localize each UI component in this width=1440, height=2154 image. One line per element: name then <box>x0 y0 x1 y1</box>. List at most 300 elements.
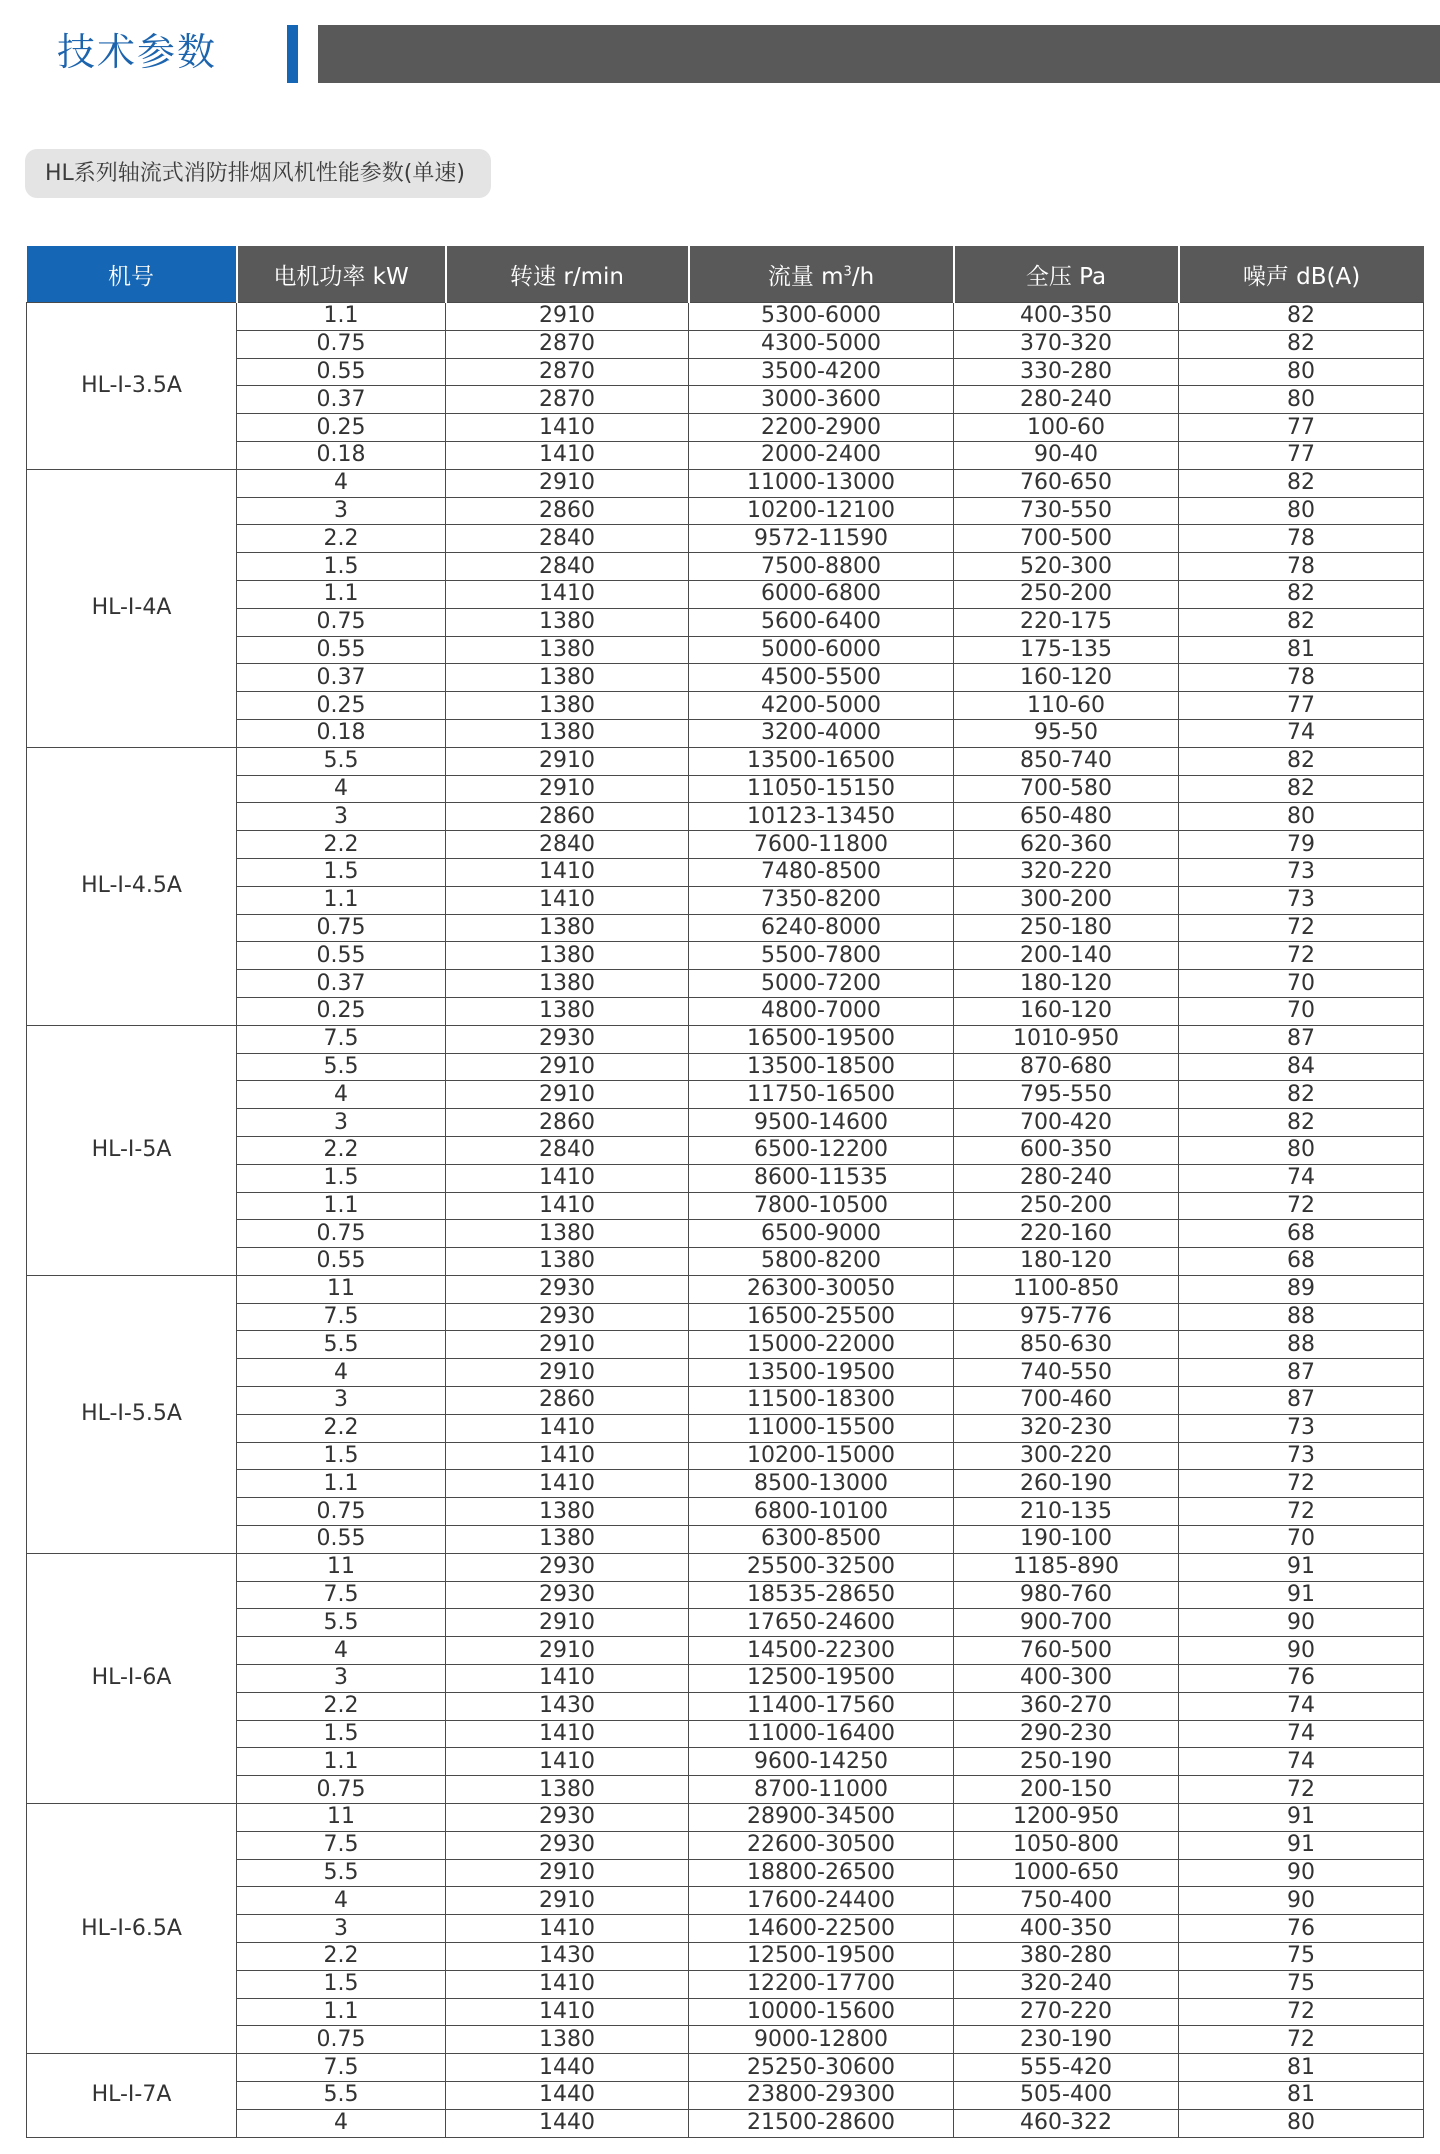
flow-cell: 9572-11590 <box>689 525 954 553</box>
flow-cell: 7480-8500 <box>689 858 954 886</box>
speed-cell: 2930 <box>446 1025 689 1053</box>
table-row <box>27 1804 1424 1832</box>
table-row <box>27 1442 1424 1470</box>
power-cell: 7.5 <box>237 1025 446 1053</box>
pressure-cell: 400-350 <box>954 303 1179 331</box>
speed-cell: 1380 <box>446 1220 689 1248</box>
page-title: 技术参数 <box>57 30 218 74</box>
table-row <box>27 1637 1424 1665</box>
flow-cell: 18800-26500 <box>689 1859 954 1887</box>
pressure-cell: 90-40 <box>954 441 1179 469</box>
noise-cell: 80 <box>1179 2109 1424 2137</box>
power-cell: 4 <box>237 1637 446 1665</box>
pressure-cell: 700-500 <box>954 525 1179 553</box>
pressure-cell: 730-550 <box>954 497 1179 525</box>
table-row <box>27 719 1424 747</box>
table-row <box>27 1609 1424 1637</box>
noise-cell: 82 <box>1179 330 1424 358</box>
table-subtitle-badge: HL系列轴流式消防排烟风机性能参数(单速) <box>25 149 491 198</box>
header-flow-unit: /h <box>851 263 875 290</box>
speed-cell: 2930 <box>446 1275 689 1303</box>
pressure-cell: 110-60 <box>954 692 1179 720</box>
pressure-cell: 620-360 <box>954 831 1179 859</box>
speed-cell: 1380 <box>446 1526 689 1554</box>
flow-cell: 2000-2400 <box>689 441 954 469</box>
speed-cell: 1410 <box>446 1970 689 1998</box>
table-row <box>27 608 1424 636</box>
power-cell: 0.75 <box>237 330 446 358</box>
pressure-cell: 175-135 <box>954 636 1179 664</box>
table-row <box>27 747 1424 775</box>
speed-cell: 1380 <box>446 970 689 998</box>
power-cell: 0.55 <box>237 1248 446 1276</box>
speed-cell: 2910 <box>446 1637 689 1665</box>
table-row <box>27 330 1424 358</box>
speed-cell: 1410 <box>446 858 689 886</box>
speed-cell: 1380 <box>446 692 689 720</box>
speed-cell: 1410 <box>446 1915 689 1943</box>
noise-cell: 88 <box>1179 1331 1424 1359</box>
noise-cell: 74 <box>1179 1692 1424 1720</box>
flow-cell: 10123-13450 <box>689 803 954 831</box>
pressure-cell: 200-150 <box>954 1776 1179 1804</box>
table-row <box>27 1220 1424 1248</box>
speed-cell: 1380 <box>446 664 689 692</box>
speed-cell: 1410 <box>446 1442 689 1470</box>
flow-cell: 6500-9000 <box>689 1220 954 1248</box>
pressure-cell: 1100-850 <box>954 1275 1179 1303</box>
table-row <box>27 997 1424 1025</box>
speed-cell: 1430 <box>446 1692 689 1720</box>
power-cell: 1.5 <box>237 1442 446 1470</box>
table-row <box>27 1498 1424 1526</box>
flow-cell: 12200-17700 <box>689 1970 954 1998</box>
flow-cell: 14500-22300 <box>689 1637 954 1665</box>
table-row <box>27 1025 1424 1053</box>
flow-cell: 25250-30600 <box>689 2054 954 2082</box>
noise-cell: 77 <box>1179 414 1424 442</box>
noise-cell: 89 <box>1179 1275 1424 1303</box>
header-flow-sup: 3 <box>843 263 852 279</box>
power-cell: 0.55 <box>237 636 446 664</box>
flow-cell: 26300-30050 <box>689 1275 954 1303</box>
table-row <box>27 775 1424 803</box>
flow-cell: 6500-12200 <box>689 1136 954 1164</box>
speed-cell: 1410 <box>446 1720 689 1748</box>
noise-cell: 78 <box>1179 525 1424 553</box>
table-header-row <box>27 246 1424 303</box>
table-row <box>27 2109 1424 2137</box>
flow-cell: 28900-34500 <box>689 1804 954 1832</box>
noise-cell: 77 <box>1179 692 1424 720</box>
power-cell: 0.37 <box>237 970 446 998</box>
power-cell: 1.5 <box>237 858 446 886</box>
speed-cell: 2870 <box>446 386 689 414</box>
flow-cell: 11050-15150 <box>689 775 954 803</box>
noise-cell: 73 <box>1179 1414 1424 1442</box>
speed-cell: 1410 <box>446 414 689 442</box>
flow-cell: 6240-8000 <box>689 914 954 942</box>
pressure-cell: 1000-650 <box>954 1859 1179 1887</box>
flow-cell: 16500-19500 <box>689 1025 954 1053</box>
speed-cell: 1380 <box>446 719 689 747</box>
flow-cell: 11000-13000 <box>689 469 954 497</box>
speed-cell: 1410 <box>446 1414 689 1442</box>
table-row <box>27 497 1424 525</box>
noise-cell: 87 <box>1179 1025 1424 1053</box>
power-cell: 4 <box>237 775 446 803</box>
table-row <box>27 942 1424 970</box>
table-row <box>27 1526 1424 1554</box>
speed-cell: 2870 <box>446 358 689 386</box>
table-row <box>27 1665 1424 1693</box>
speed-cell: 1380 <box>446 942 689 970</box>
noise-cell: 72 <box>1179 1776 1424 1804</box>
speed-cell: 1380 <box>446 608 689 636</box>
speed-cell: 1410 <box>446 1164 689 1192</box>
noise-cell: 80 <box>1179 386 1424 414</box>
noise-cell: 76 <box>1179 1665 1424 1693</box>
power-cell: 7.5 <box>237 1831 446 1859</box>
table-row <box>27 1692 1424 1720</box>
table-row <box>27 914 1424 942</box>
flow-cell: 11500-18300 <box>689 1387 954 1415</box>
power-cell: 11 <box>237 1804 446 1832</box>
model-cell: HL-I-5A <box>27 1025 237 1275</box>
noise-cell: 81 <box>1179 2054 1424 2082</box>
power-cell: 0.37 <box>237 386 446 414</box>
table-row <box>27 970 1424 998</box>
power-cell: 0.75 <box>237 914 446 942</box>
pressure-cell: 555-420 <box>954 2054 1179 2082</box>
noise-cell: 87 <box>1179 1387 1424 1415</box>
noise-cell: 79 <box>1179 831 1424 859</box>
power-cell: 4 <box>237 1081 446 1109</box>
power-cell: 0.55 <box>237 1526 446 1554</box>
header-pressure: 全压 Pa <box>954 246 1179 303</box>
noise-cell: 72 <box>1179 1498 1424 1526</box>
table-row <box>27 1581 1424 1609</box>
pressure-cell: 100-60 <box>954 414 1179 442</box>
power-cell: 4 <box>237 1887 446 1915</box>
flow-cell: 3000-3600 <box>689 386 954 414</box>
noise-cell: 82 <box>1179 580 1424 608</box>
flow-cell: 18535-28650 <box>689 1581 954 1609</box>
header-model: 机号 <box>27 246 237 303</box>
noise-cell: 82 <box>1179 1081 1424 1109</box>
table-row <box>27 358 1424 386</box>
speed-cell: 2840 <box>446 553 689 581</box>
table-row <box>27 1553 1424 1581</box>
power-cell: 3 <box>237 1387 446 1415</box>
power-cell: 0.55 <box>237 942 446 970</box>
power-cell: 0.75 <box>237 608 446 636</box>
power-cell: 3 <box>237 803 446 831</box>
noise-cell: 81 <box>1179 636 1424 664</box>
pressure-cell: 650-480 <box>954 803 1179 831</box>
pressure-cell: 460-322 <box>954 2109 1179 2137</box>
noise-cell: 82 <box>1179 303 1424 331</box>
power-cell: 5.5 <box>237 1053 446 1081</box>
flow-cell: 5000-7200 <box>689 970 954 998</box>
pressure-cell: 760-650 <box>954 469 1179 497</box>
pressure-cell: 900-700 <box>954 1609 1179 1637</box>
pressure-cell: 360-270 <box>954 1692 1179 1720</box>
power-cell: 4 <box>237 1359 446 1387</box>
noise-cell: 78 <box>1179 553 1424 581</box>
pressure-cell: 300-220 <box>954 1442 1179 1470</box>
table-row <box>27 553 1424 581</box>
noise-cell: 82 <box>1179 608 1424 636</box>
speed-cell: 2840 <box>446 525 689 553</box>
power-cell: 4 <box>237 469 446 497</box>
power-cell: 5.5 <box>237 1859 446 1887</box>
pressure-cell: 320-220 <box>954 858 1179 886</box>
power-cell: 3 <box>237 1109 446 1137</box>
power-cell: 1.5 <box>237 553 446 581</box>
table-row <box>27 303 1424 331</box>
table-row <box>27 469 1424 497</box>
pressure-cell: 1200-950 <box>954 1804 1179 1832</box>
power-cell: 1.1 <box>237 886 446 914</box>
header-bar <box>318 25 1440 83</box>
pressure-cell: 400-350 <box>954 1915 1179 1943</box>
pressure-cell: 320-240 <box>954 1970 1179 1998</box>
speed-cell: 1410 <box>446 1748 689 1776</box>
power-cell: 0.25 <box>237 997 446 1025</box>
noise-cell: 74 <box>1179 1748 1424 1776</box>
noise-cell: 72 <box>1179 942 1424 970</box>
header-flow-label: 流量 m <box>767 263 844 290</box>
power-cell: 2.2 <box>237 831 446 859</box>
pressure-cell: 750-400 <box>954 1887 1179 1915</box>
power-cell: 1.1 <box>237 580 446 608</box>
table-row <box>27 1387 1424 1415</box>
noise-cell: 91 <box>1179 1553 1424 1581</box>
speed-cell: 1440 <box>446 2082 689 2110</box>
power-cell: 2.2 <box>237 1943 446 1971</box>
table-row <box>27 1164 1424 1192</box>
table-row <box>27 1275 1424 1303</box>
noise-cell: 82 <box>1179 775 1424 803</box>
table-row <box>27 636 1424 664</box>
flow-cell: 13500-19500 <box>689 1359 954 1387</box>
noise-cell: 77 <box>1179 441 1424 469</box>
pressure-cell: 160-120 <box>954 997 1179 1025</box>
power-cell: 7.5 <box>237 1303 446 1331</box>
pressure-cell: 260-190 <box>954 1470 1179 1498</box>
table-row <box>27 414 1424 442</box>
flow-cell: 8500-13000 <box>689 1470 954 1498</box>
flow-cell: 12500-19500 <box>689 1943 954 1971</box>
performance-table <box>26 246 1424 2138</box>
power-cell: 0.55 <box>237 358 446 386</box>
pressure-cell: 95-50 <box>954 719 1179 747</box>
noise-cell: 74 <box>1179 719 1424 747</box>
model-cell: HL-I-5.5A <box>27 1275 237 1553</box>
noise-cell: 87 <box>1179 1359 1424 1387</box>
pressure-cell: 795-550 <box>954 1081 1179 1109</box>
noise-cell: 72 <box>1179 1470 1424 1498</box>
noise-cell: 70 <box>1179 1526 1424 1554</box>
table-row <box>27 1303 1424 1331</box>
flow-cell: 17650-24600 <box>689 1609 954 1637</box>
flow-cell: 10200-15000 <box>689 1442 954 1470</box>
flow-cell: 11000-15500 <box>689 1414 954 1442</box>
power-cell: 11 <box>237 1553 446 1581</box>
pressure-cell: 975-776 <box>954 1303 1179 1331</box>
flow-cell: 4800-7000 <box>689 997 954 1025</box>
noise-cell: 74 <box>1179 1720 1424 1748</box>
pressure-cell: 760-500 <box>954 1637 1179 1665</box>
flow-cell: 7500-8800 <box>689 553 954 581</box>
noise-cell: 72 <box>1179 1998 1424 2026</box>
power-cell: 1.5 <box>237 1720 446 1748</box>
noise-cell: 80 <box>1179 497 1424 525</box>
speed-cell: 1410 <box>446 1192 689 1220</box>
flow-cell: 11750-16500 <box>689 1081 954 1109</box>
flow-cell: 7800-10500 <box>689 1192 954 1220</box>
noise-cell: 91 <box>1179 1831 1424 1859</box>
noise-cell: 75 <box>1179 1970 1424 1998</box>
speed-cell: 2930 <box>446 1581 689 1609</box>
flow-cell: 9000-12800 <box>689 2026 954 2054</box>
pressure-cell: 520-300 <box>954 553 1179 581</box>
speed-cell: 1380 <box>446 997 689 1025</box>
table-row <box>27 1192 1424 1220</box>
pressure-cell: 505-400 <box>954 2082 1179 2110</box>
pressure-cell: 320-230 <box>954 1414 1179 1442</box>
pressure-cell: 700-420 <box>954 1109 1179 1137</box>
flow-cell: 9500-14600 <box>689 1109 954 1137</box>
header-speed: 转速 r/min <box>446 246 689 303</box>
pressure-cell: 850-630 <box>954 1331 1179 1359</box>
speed-cell: 2910 <box>446 1081 689 1109</box>
speed-cell: 2910 <box>446 1609 689 1637</box>
power-cell: 2.2 <box>237 1136 446 1164</box>
speed-cell: 2910 <box>446 1053 689 1081</box>
speed-cell: 2870 <box>446 330 689 358</box>
speed-cell: 1430 <box>446 1943 689 1971</box>
pressure-cell: 870-680 <box>954 1053 1179 1081</box>
speed-cell: 1410 <box>446 580 689 608</box>
power-cell: 3 <box>237 497 446 525</box>
flow-cell: 9600-14250 <box>689 1748 954 1776</box>
pressure-cell: 740-550 <box>954 1359 1179 1387</box>
power-cell: 0.25 <box>237 692 446 720</box>
speed-cell: 1380 <box>446 1776 689 1804</box>
table-row <box>27 2082 1424 2110</box>
noise-cell: 73 <box>1179 1442 1424 1470</box>
power-cell: 5.5 <box>237 1331 446 1359</box>
table-body <box>27 303 1424 2138</box>
power-cell: 0.75 <box>237 1498 446 1526</box>
table-row <box>27 2026 1424 2054</box>
power-cell: 0.37 <box>237 664 446 692</box>
table-row <box>27 1831 1424 1859</box>
power-cell: 0.18 <box>237 719 446 747</box>
power-cell: 1.5 <box>237 1970 446 1998</box>
header-power: 电机功率 kW <box>237 246 446 303</box>
flow-cell: 10200-12100 <box>689 497 954 525</box>
flow-cell: 7600-11800 <box>689 831 954 859</box>
speed-cell: 2910 <box>446 1331 689 1359</box>
pressure-cell: 200-140 <box>954 942 1179 970</box>
power-cell: 5.5 <box>237 2082 446 2110</box>
noise-cell: 72 <box>1179 914 1424 942</box>
speed-cell: 2910 <box>446 1859 689 1887</box>
power-cell: 2.2 <box>237 525 446 553</box>
noise-cell: 72 <box>1179 1192 1424 1220</box>
table-row <box>27 1970 1424 1998</box>
pressure-cell: 300-200 <box>954 886 1179 914</box>
power-cell: 4 <box>237 2109 446 2137</box>
speed-cell: 2860 <box>446 497 689 525</box>
noise-cell: 80 <box>1179 803 1424 831</box>
power-cell: 0.18 <box>237 441 446 469</box>
pressure-cell: 220-175 <box>954 608 1179 636</box>
noise-cell: 82 <box>1179 469 1424 497</box>
noise-cell: 82 <box>1179 747 1424 775</box>
power-cell: 1.5 <box>237 1164 446 1192</box>
flow-cell: 5600-6400 <box>689 608 954 636</box>
pressure-cell: 230-190 <box>954 2026 1179 2054</box>
pressure-cell: 250-200 <box>954 580 1179 608</box>
flow-cell: 14600-22500 <box>689 1915 954 1943</box>
model-cell: HL-I-4.5A <box>27 747 237 1025</box>
noise-cell: 73 <box>1179 858 1424 886</box>
power-cell: 1.1 <box>237 1998 446 2026</box>
speed-cell: 1410 <box>446 441 689 469</box>
pressure-cell: 180-120 <box>954 1248 1179 1276</box>
flow-cell: 4300-5000 <box>689 330 954 358</box>
flow-cell: 5800-8200 <box>689 1248 954 1276</box>
speed-cell: 2840 <box>446 1136 689 1164</box>
speed-cell: 2910 <box>446 1359 689 1387</box>
flow-cell: 5500-7800 <box>689 942 954 970</box>
speed-cell: 2930 <box>446 1553 689 1581</box>
speed-cell: 1380 <box>446 1498 689 1526</box>
power-cell: 1.1 <box>237 1748 446 1776</box>
flow-cell: 25500-32500 <box>689 1553 954 1581</box>
table-row <box>27 1081 1424 1109</box>
flow-cell: 4500-5500 <box>689 664 954 692</box>
flow-cell: 13500-18500 <box>689 1053 954 1081</box>
table-row <box>27 525 1424 553</box>
power-cell: 1.1 <box>237 1192 446 1220</box>
noise-cell: 75 <box>1179 1943 1424 1971</box>
noise-cell: 84 <box>1179 1053 1424 1081</box>
flow-cell: 3500-4200 <box>689 358 954 386</box>
flow-cell: 8700-11000 <box>689 1776 954 1804</box>
speed-cell: 2930 <box>446 1804 689 1832</box>
table-row <box>27 1414 1424 1442</box>
table-row <box>27 1331 1424 1359</box>
noise-cell: 80 <box>1179 1136 1424 1164</box>
table-row <box>27 1887 1424 1915</box>
header-flow <box>689 246 954 303</box>
speed-cell: 2910 <box>446 1887 689 1915</box>
pressure-cell: 220-160 <box>954 1220 1179 1248</box>
noise-cell: 70 <box>1179 997 1424 1025</box>
power-cell: 3 <box>237 1915 446 1943</box>
table-row <box>27 1776 1424 1804</box>
noise-cell: 90 <box>1179 1887 1424 1915</box>
power-cell: 2.2 <box>237 1692 446 1720</box>
flow-cell: 5000-6000 <box>689 636 954 664</box>
table-row <box>27 1720 1424 1748</box>
table-row <box>27 580 1424 608</box>
